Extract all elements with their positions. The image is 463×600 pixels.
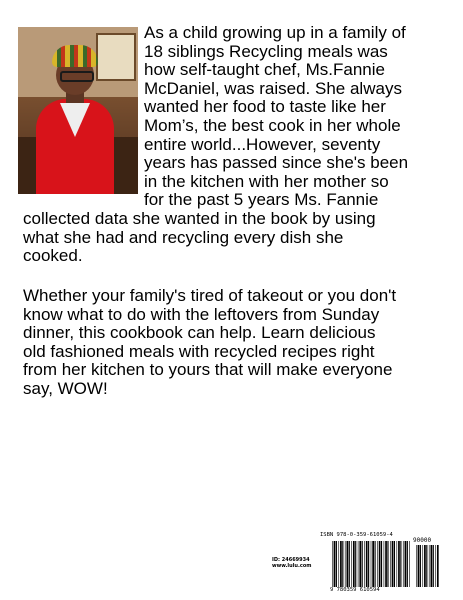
addon-barcode-bars [416,545,440,587]
barcode-bar [418,545,420,587]
barcode-bar [355,541,356,587]
barcode-bar [358,541,359,587]
barcode-bar [405,541,407,587]
barcode-bar [435,545,436,587]
bio-line: cooked. [23,246,83,266]
barcode-bar [372,541,374,587]
barcode-bar [368,541,369,587]
barcode-bar [422,545,423,587]
bio-line: 18 siblings Recycling meals was [144,41,388,61]
barcode-bar [371,541,372,587]
bio-line: years has passed since she's been [144,153,409,173]
pitch-line: know what to do with the leftovers from Sunday [23,304,380,324]
barcode-bar [431,545,433,587]
bio-line: collected data she wanted in the book by using [23,208,376,228]
barcode-bar [426,545,427,587]
barcode-bar [359,541,361,587]
lulu-id-block [272,557,332,569]
barcode-bar [349,541,350,587]
pitch-line: old fashioned meals with recycled recipes right [23,341,375,361]
barcode-bar [409,541,410,587]
barcode-bar [384,541,385,587]
barcode-bar [334,541,336,587]
ean-digits: 9 780359 610594 [330,587,380,593]
pitch-line: from her kitchen to yours that will make everyone [23,360,393,380]
barcode-bar [336,541,337,587]
isbn-text: ISBN 978-0-359-61059-4 [320,532,393,538]
bio-line: entire world...However, seventy [144,134,381,154]
ean-barcode-bars [332,541,412,587]
barcode-bar [364,541,365,587]
lulu-site: www.lulu.com [272,563,312,569]
barcode-bar [379,541,381,587]
barcode-bar [345,541,346,587]
barcode-bar [433,545,434,587]
barcode-bar [342,541,343,587]
barcode-bar [397,541,398,587]
barcode-bar [394,541,395,587]
barcode-bar [347,541,349,587]
bio-line: what she had and recycling every dish she [23,227,344,247]
author-bio [23,24,443,266]
barcode-bar [332,541,333,587]
barcode-bar [416,545,417,587]
bio-line: in the kitchen with her mother so [144,171,389,191]
barcode-bar [381,541,382,587]
barcode-bar [387,541,388,587]
barcode-bar [375,541,376,587]
barcode-bar [340,541,342,587]
bio-line: Mom’s, the best cook in her whole [144,115,401,135]
barcode-bar [351,541,352,587]
pitch-line: say, WOW! [23,378,108,398]
isbn-barcode [272,530,442,592]
pitch-line: Whether your family's tired of takeout or you don't [23,286,397,305]
barcode-bar [429,545,430,587]
book-pitch [23,287,443,399]
barcode-bar [366,541,368,587]
barcode-bar [420,545,421,587]
barcode-bar [403,541,404,587]
barcode-bar [362,541,363,587]
barcode-bar [338,541,339,587]
barcode-bar [424,545,426,587]
lulu-id: ID: 24669934 [272,557,310,563]
barcode-bar [400,541,401,587]
barcode-bar [377,541,378,587]
barcode-bar [437,545,439,587]
bio-line: for the past 5 years Ms. Fannie [144,190,379,210]
pitch-line: dinner, this cookbook can help. Learn delicious [23,323,376,343]
bio-line: how self-taught chef, Ms.Fannie [144,60,385,80]
bio-line: wanted her food to taste like her [144,97,386,117]
barcode-bar [407,541,408,587]
bio-line: As a child growing up in a family of [144,23,406,42]
barcode-bar [390,541,391,587]
barcode-bar [398,541,400,587]
barcode-bar [392,541,394,587]
barcode-bar [353,541,355,587]
barcode-bar [385,541,387,587]
bio-line: McDaniel, was raised. She always [144,78,402,98]
addon-digits: 90000 [413,537,432,544]
